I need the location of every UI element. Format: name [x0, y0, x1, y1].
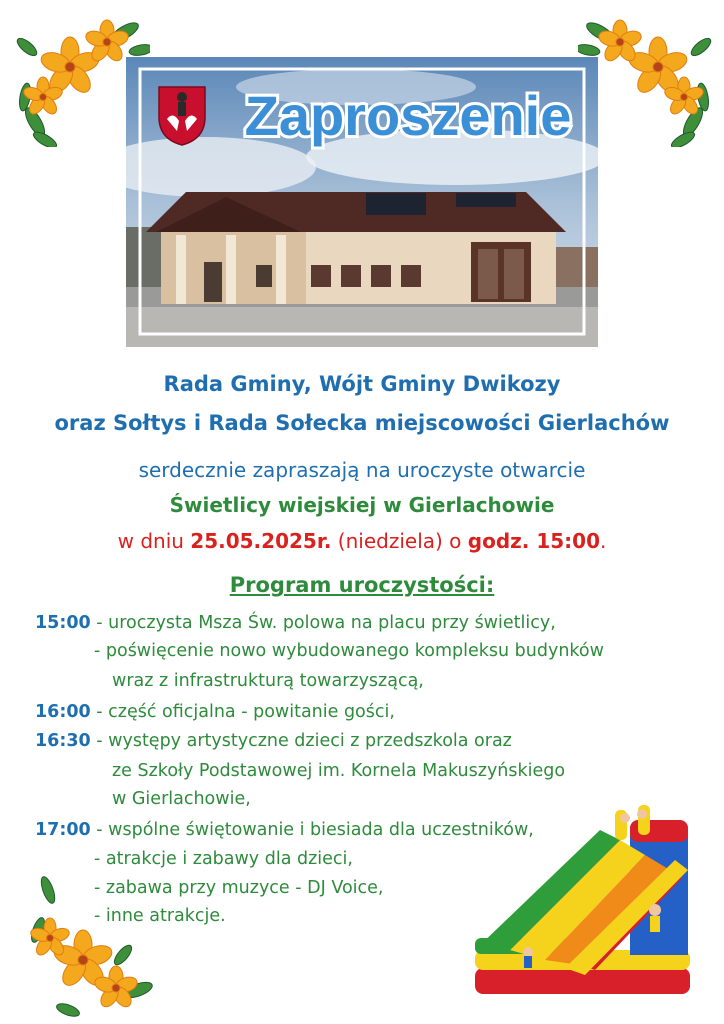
program-text: - część oficjalna - powitanie gości,	[90, 702, 395, 722]
date-end: .	[600, 529, 607, 553]
program-item: - zabawa przy muzyce - DJ Voice,	[94, 878, 384, 898]
event-day: (niedziela) o	[331, 529, 468, 553]
organizers-line-1: Rada Gminy, Wójt Gminy Dwikozy	[163, 372, 561, 396]
program-item	[35, 701, 395, 723]
program-time: 16:00	[35, 702, 91, 722]
program-item: ze Szkoły Podstawowej im. Kornela Makuszyńskiego	[112, 761, 566, 781]
invitation-title	[238, 80, 578, 150]
program-text: - uroczysta Msza Św. polowa na placu przy świetlicy,	[90, 613, 556, 633]
program-item	[35, 730, 512, 752]
program-item: - atrakcje i zabawy dla dzieci,	[94, 849, 353, 869]
program-time: 17:00	[35, 820, 91, 840]
invitation-date-line	[0, 529, 724, 553]
svg-text:Zaproszenie: Zaproszenie	[244, 84, 572, 147]
program-text: - występy artystyczne dzieci z przedszkola oraz	[90, 731, 512, 751]
program-item: - inne atrakcje.	[94, 906, 226, 926]
program-text: - wspólne świętowanie i biesiada dla uczestników,	[90, 820, 534, 840]
event-date: 25.05.2025r.	[190, 529, 332, 553]
program-item: - poświęcenie nowo wybudowanego kompleksu budynków	[94, 641, 604, 661]
program-time: 16:30	[35, 731, 91, 751]
date-prefix: w dniu	[117, 529, 191, 553]
program-item: wraz z infrastrukturą towarzyszącą,	[112, 671, 424, 691]
flower-decoration-bottom-left	[28, 870, 158, 1020]
coat-of-arms-icon	[159, 87, 205, 145]
event-time: godz. 15:00	[467, 529, 601, 553]
organizers-line-2: oraz Sołtys i Rada Sołecka miejscowości Gierlachów	[54, 411, 670, 435]
program-item: w Gierlachowie,	[112, 789, 251, 809]
program-heading: Program uroczystości:	[229, 573, 495, 597]
program-time: 15:00	[35, 613, 91, 633]
program-item	[35, 819, 534, 841]
invitation-venue: Świetlicy wiejskiej w Gierlachowie	[169, 493, 555, 517]
flower-decoration-top-right	[578, 12, 713, 147]
invitation-line-1: serdecznie zapraszają na uroczyste otwarcie	[138, 458, 586, 482]
inflatable-slide-icon	[470, 800, 695, 1000]
program-item	[35, 612, 556, 634]
